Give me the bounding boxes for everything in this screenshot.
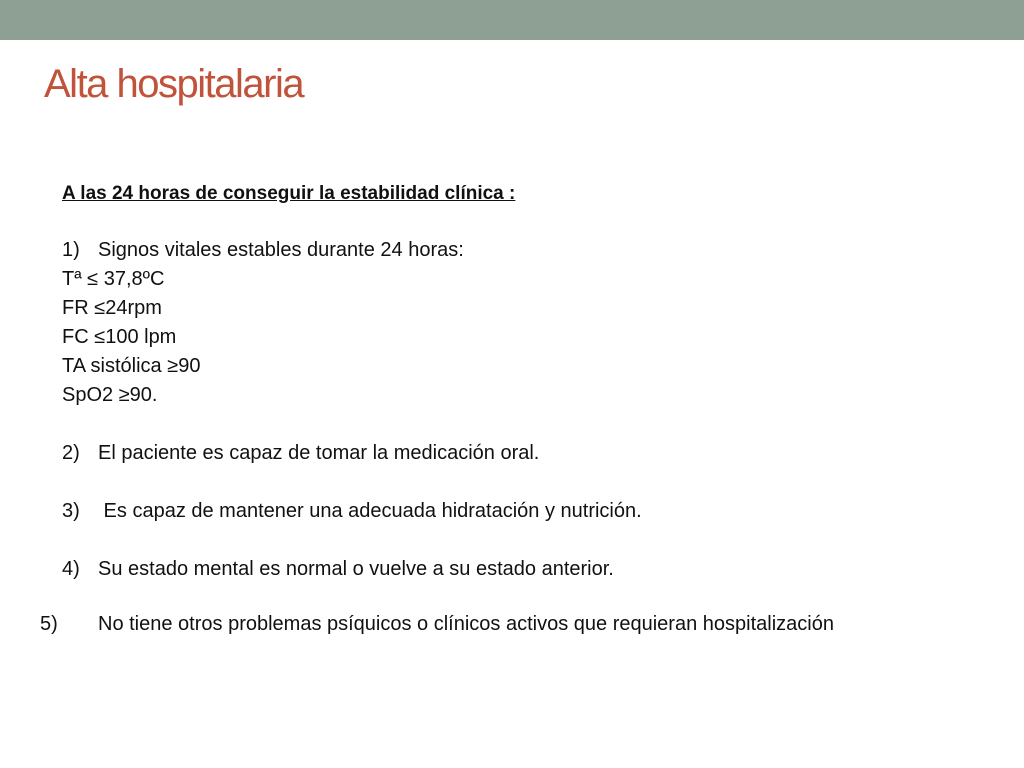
list-item-5 xyxy=(40,613,864,636)
item-number: 4) xyxy=(62,558,80,580)
list-item-4 xyxy=(62,555,962,584)
slide-content xyxy=(40,180,962,636)
item-text: Es capaz de mantener una adecuada hidratación y nutrición. xyxy=(98,500,642,522)
vital-sign-heart-rate: FC ≤100 lpm xyxy=(62,326,177,348)
vital-sign-respiratory-rate: FR ≤24rpm xyxy=(62,297,162,319)
list-item-3 xyxy=(62,497,962,526)
item-number: 3) xyxy=(62,500,80,522)
content-heading: A las 24 horas de conseguir la estabilidad clínica : xyxy=(62,183,516,204)
list-item-1 xyxy=(62,236,962,265)
item-number: 1) xyxy=(62,239,80,261)
item-text: El paciente es capaz de tomar la medicación oral. xyxy=(98,442,540,464)
item-number: 5) xyxy=(40,613,58,635)
item-text: No tiene otros problemas psíquicos o clínicos activos que requieran hospitalización xyxy=(98,613,834,635)
top-bar xyxy=(0,0,1024,40)
slide-title: Alta hospitalaria xyxy=(44,62,304,106)
item-text: Signos vitales estables durante 24 horas: xyxy=(98,239,464,261)
vital-sign-temperature: Tª ≤ 37,8ºC xyxy=(62,268,165,290)
item-number: 2) xyxy=(62,442,80,464)
vital-sign-oxygen-saturation: SpO2 ≥90. xyxy=(62,384,158,406)
vital-sign-blood-pressure: TA sistólica ≥90 xyxy=(62,355,201,377)
list-item-2 xyxy=(62,439,962,468)
item-text: Su estado mental es normal o vuelve a su estado anterior. xyxy=(98,558,614,580)
